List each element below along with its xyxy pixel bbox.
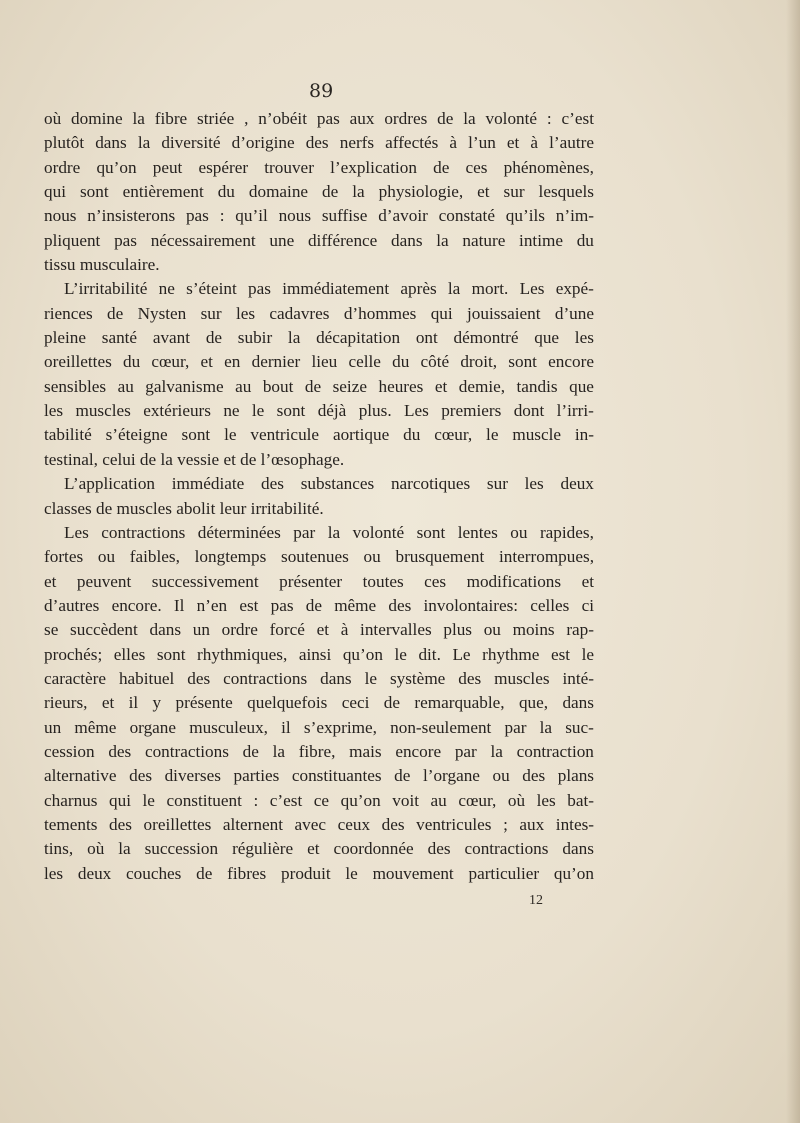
- text-line: tabilité s’éteigne sont le ventricule aortique du cœur, le muscle in-: [44, 425, 594, 445]
- text-line: ordre qu’on peut espérer trouver l’explication de ces phénomènes,: [44, 157, 594, 177]
- text-line: tissu musculaire.: [44, 255, 160, 275]
- page-edge-shadow: [786, 0, 800, 1123]
- text-line: tins, où la succession régulière et coordonnée des contractions dans: [44, 839, 594, 859]
- text-line: sensibles au galvanisme au bout de seize heures et demie, tandis que: [44, 376, 594, 396]
- body-text: [44, 107, 594, 886]
- text-line: Les contractions déterminées par la volonté sont lentes ou rapides,: [64, 522, 594, 542]
- text-line: oreillettes du cœur, et en dernier lieu celle du côté droit, sont encore: [44, 352, 594, 372]
- text-line: fortes ou faibles, longtemps soutenues ou brusquement interrompues,: [44, 547, 594, 567]
- text-line: prochés; elles sont rhythmiques, ainsi qu’on le dit. Le rhythme est le: [44, 644, 594, 664]
- text-line: tements des oreillettes alternent avec ceux des ventricules ; aux intes-: [44, 814, 594, 834]
- text-line: testinal, celui de la vessie et de l’œsophage.: [44, 449, 345, 469]
- text-line: un même organe musculeux, il s’exprime, non-seulement par la suc-: [44, 717, 594, 737]
- text-line: L’irritabilité ne s’éteint pas immédiatement après la mort. Les expé-: [64, 279, 594, 299]
- text-line: classes de muscles abolit leur irritabilité.: [44, 498, 324, 518]
- text-line: les muscles extérieurs ne le sont déjà plus. Les premiers dont l’irri-: [44, 401, 594, 421]
- text-line: se succèdent dans un ordre forcé et à intervalles plus ou moins rap-: [44, 620, 594, 640]
- text-line: riences de Nysten sur les cadavres d’hommes qui jouissaient d’une: [44, 303, 594, 323]
- text-line: alternative des diverses parties constituantes de l’organe ou des plans: [44, 766, 594, 786]
- text-line: qui sont entièrement du domaine de la physiologie, et sur lesquels: [44, 182, 594, 202]
- text-line: cession des contractions de la fibre, mais encore par la contraction: [44, 741, 594, 761]
- text-line: caractère habituel des contractions dans le système des muscles inté-: [44, 668, 594, 688]
- text-line: rieurs, et il y présente quelquefois ceci de remarquable, que, dans: [44, 693, 594, 713]
- text-line: les deux couches de fibres produit le mouvement particulier qu’on: [44, 863, 594, 883]
- signature-mark: 12: [529, 893, 543, 908]
- page-number: 89: [309, 80, 334, 102]
- text-line: où domine la fibre striée , n’obéit pas aux ordres de la volonté : c’est: [44, 109, 594, 128]
- text-line: nous n’insisterons pas : qu’il nous suffise d’avoir constaté qu’ils n’im-: [44, 206, 594, 226]
- text-line: d’autres encore. Il n’en est pas de même des involontaires: celles ci: [44, 595, 594, 615]
- text-line: et peuvent successivement présenter toutes ces modifications et: [44, 571, 594, 591]
- text-line: pliquent pas nécessairement une différence dans la nature intime du: [44, 230, 594, 250]
- text-line: charnus qui le constituent : c’est ce qu’on voit au cœur, où les bat-: [44, 790, 594, 810]
- text-line: L’application immédiate des substances narcotiques sur les deux: [64, 474, 594, 494]
- text-line: plutôt dans la diversité d’origine des nerfs affectés à l’un et à l’autre: [44, 133, 594, 153]
- text-line: pleine santé avant de subir la décapitation ont démontré que les: [44, 328, 594, 348]
